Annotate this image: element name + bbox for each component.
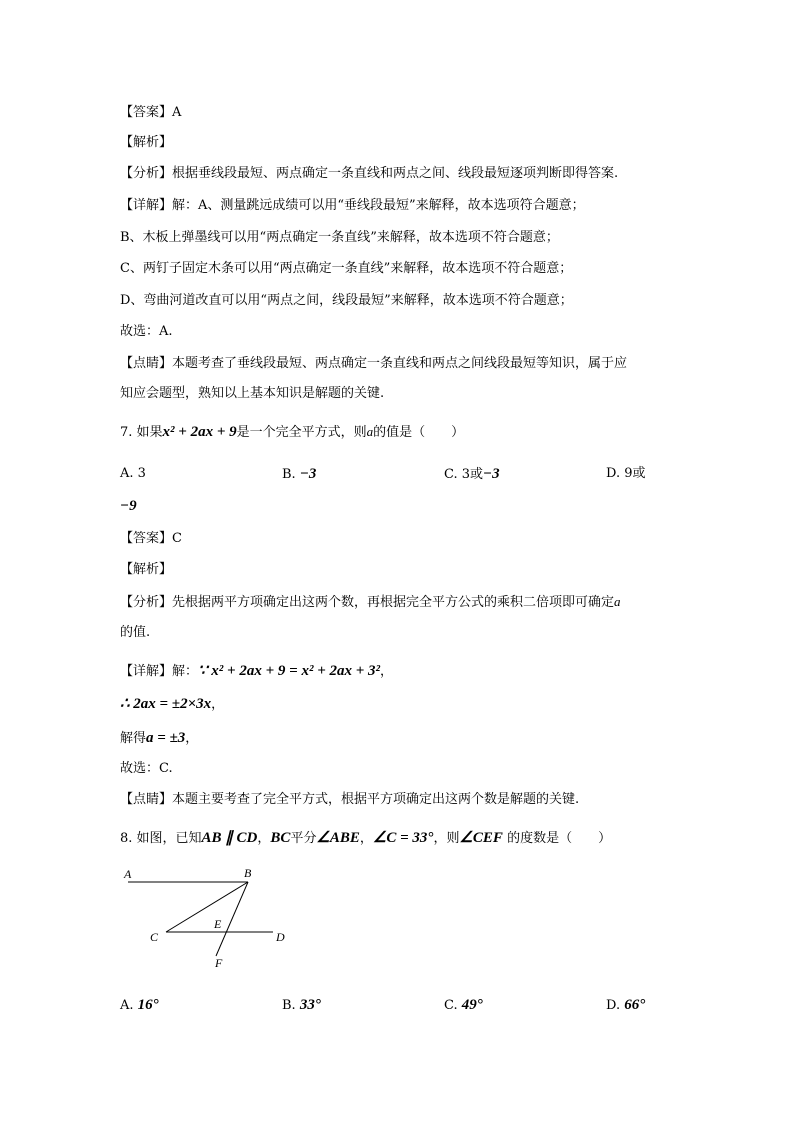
q8-geometry-figure (118, 862, 298, 974)
q7-step2 (120, 695, 224, 714)
q7-option-a (120, 465, 146, 483)
q8-stem-prefix: 8. 如图，已知 (120, 831, 202, 846)
option-text: 3 (137, 466, 146, 481)
step3-expression: a = ±3 (146, 730, 186, 746)
q8-option-c (444, 996, 483, 1015)
analysis-text: 【分析】先根据两平方项确定出这两个数，再根据完全平方公式的乘积二倍项即可确定 (120, 595, 615, 610)
detail-expression: ∵ x² + 2ax + 9 = x² + 2ax + 3² (198, 663, 381, 679)
q6-analysis-heading: 【解析】 (120, 135, 173, 150)
q7-stem-suffix: 的值是（ ） (373, 425, 465, 440)
q8-expr-angle-cef: ∠CEF (459, 830, 503, 846)
q8-sep: ， (359, 831, 373, 846)
option-text: −3 (299, 466, 317, 482)
option-label: B. (282, 998, 296, 1013)
label-c: C (150, 930, 159, 944)
option-math: −3 (483, 466, 500, 482)
q6-analysis: 【分析】根据垂线段最短、两点确定一条直线和两点之间、线段最短逐项判断即得答案. (120, 166, 619, 181)
label-b: B (244, 866, 252, 880)
q8-suffix: 的度数是（ ） (507, 831, 612, 846)
analysis-variable: a (614, 594, 621, 609)
q8-option-a (120, 996, 159, 1015)
option-value: 16° (137, 997, 159, 1013)
q7-stem-mid: 是一个完全平方式，则 (236, 425, 367, 440)
q7-option-d-continuation (120, 497, 137, 516)
q6-comment-line1: 【点睛】本题考查了垂线段最短、两点确定一条直线和两点之间线段最短等知识，属于应 (120, 356, 628, 371)
option-label: C. (444, 467, 458, 482)
step2-tail: ， (211, 697, 225, 712)
q6-detail-d: D、弯曲河道改直可以用“两点之间，线段最短”来解释，故本选项不符合题意； (120, 293, 573, 308)
option-label: A. (120, 466, 134, 481)
q8-expr-bc: BC (270, 830, 291, 846)
detail-tail: ， (380, 664, 394, 679)
option-value: 66° (624, 997, 646, 1013)
line-bc (166, 882, 248, 932)
option-value: 33° (299, 997, 321, 1013)
q7-stem-expression: x² + 2ax + 9 (162, 424, 237, 440)
q8-mid: 平分 (290, 831, 317, 846)
q6-answer: 【答案】A (120, 105, 182, 120)
q8-expr-parallel: AB ∥ CD (201, 830, 258, 846)
label-f: F (215, 956, 223, 970)
q6-comment-line2: 知应会题型，熟知以上基本知识是解题的关键. (120, 386, 385, 401)
option-label: D. (606, 998, 621, 1013)
q7-answer: 【答案】C (120, 531, 182, 546)
q6-detail-c: C、两钉子固定木条可以用“两点确定一条直线”来解释，故本选项不符合题意； (120, 261, 573, 276)
q6-detail-a: 【详解】解：A、测量跳远成绩可以用“垂线段最短”来解释，故本选项符合题意； (120, 198, 585, 213)
q8-stem (120, 829, 611, 848)
q8-sep: ， (257, 831, 271, 846)
label-d: D (276, 930, 285, 944)
q7-stem (120, 423, 464, 442)
q7-option-b (282, 465, 316, 484)
step3-prefix: 解得 (120, 731, 147, 746)
q8-option-d (606, 996, 645, 1015)
q6-choose: 故选：A. (120, 324, 173, 339)
option-label: D. (606, 466, 621, 481)
option-label: C. (444, 998, 458, 1013)
step3-tail: ， (185, 731, 199, 746)
q7-analysis-heading: 【解析】 (120, 562, 173, 577)
q7-comment: 【点睛】本题主要考查了完全平方式，根据平方项确定出这两个数是解题的关键. (120, 792, 580, 807)
q7-analysis-line1 (120, 593, 621, 612)
option-text: 9或 (624, 466, 646, 481)
option-label: B. (282, 467, 296, 482)
q7-option-d (606, 465, 646, 483)
q7-detail (120, 662, 393, 681)
q8-option-b (282, 996, 321, 1015)
q7-stem-variable: a (366, 424, 374, 439)
q8-expr-angle-c: ∠C = 33° (372, 830, 434, 846)
q7-stem-prefix: 7. 如果 (120, 425, 163, 440)
step2-expression: ∴ 2ax = ±2×3x (120, 696, 212, 712)
q7-step3 (120, 729, 198, 748)
q7-option-c (444, 465, 500, 484)
option-math: −9 (120, 498, 137, 514)
q7-analysis-line2: 的值. (120, 625, 151, 640)
label-e: E (214, 917, 222, 931)
option-value: 49° (461, 997, 483, 1013)
q6-detail-b: B、木板上弹墨线可以用“两点确定一条直线”来解释，故本选项不符合题意； (120, 230, 559, 245)
q7-choose: 故选：C. (120, 761, 173, 776)
detail-prefix: 【详解】解： (120, 664, 199, 679)
option-text: 3或 (461, 467, 484, 482)
label-a: A (124, 867, 132, 881)
option-label: A. (120, 998, 134, 1013)
q8-mid: ，则 (433, 831, 460, 846)
q8-expr-angle-abe: ∠ABE (316, 830, 360, 846)
